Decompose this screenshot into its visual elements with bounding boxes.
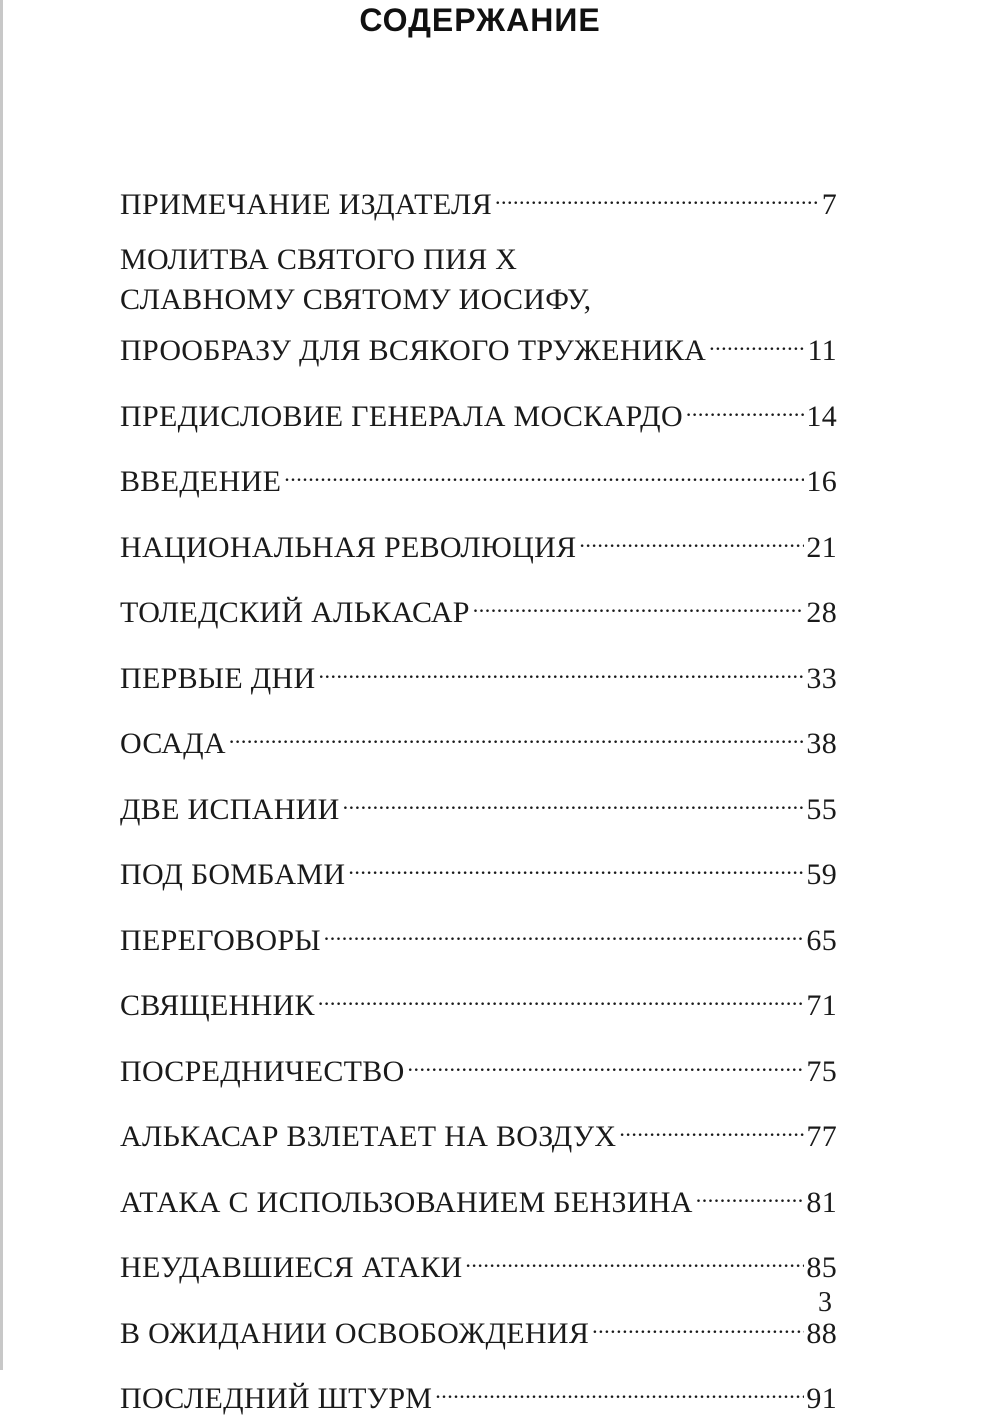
toc-entry-page: 81 [806, 1185, 837, 1219]
dot-leader [495, 174, 820, 214]
toc-entry-page: 91 [806, 1382, 837, 1415]
dot-leader [343, 779, 805, 819]
dot-leader [686, 386, 804, 426]
dot-leader [435, 1368, 804, 1408]
toc-entry [120, 1237, 837, 1288]
toc-entry-title: ПРИМЕЧАНИЕ ИЗДАТЕЛЯ [120, 188, 492, 221]
page-number: 3 [818, 1287, 832, 1318]
toc-entry-title: ПЕРЕГОВОРЫ [120, 923, 321, 957]
toc-entry [120, 1368, 837, 1419]
toc-entry [120, 648, 837, 699]
toc-entry-page: 16 [806, 465, 837, 498]
toc-entry-title: ТОЛЕДСКИЙ АЛЬКАСАР [120, 596, 470, 629]
toc-entry [120, 386, 837, 437]
toc-entry-title: АТАКА С ИСПОЛЬЗОВАНИЕМ БЕНЗИНА [120, 1185, 693, 1219]
toc-entry-title: ПОСРЕДНИЧЕСТВО [120, 1054, 405, 1088]
dot-leader [318, 975, 805, 1015]
toc-entry-title: ПОД БОМБАМИ [120, 858, 346, 891]
toc-entry [120, 582, 837, 633]
dot-leader [318, 648, 804, 688]
toc-entry-title: ОСАДА [120, 727, 226, 760]
toc-entry-title: ВВЕДЕНИЕ [120, 465, 282, 498]
dot-leader [592, 1303, 804, 1343]
toc-entry-page: 55 [806, 792, 837, 826]
toc-entry-title: СВЯЩЕННИК [120, 989, 315, 1022]
dot-leader [465, 1237, 804, 1277]
toc-entry-title: НАЦИОНАЛЬНАЯ РЕВОЛЮЦИЯ [120, 530, 577, 564]
dot-leader [473, 582, 805, 622]
dot-leader [408, 1041, 805, 1081]
toc-entry-page: 85 [806, 1251, 837, 1284]
toc-entry [120, 1041, 837, 1092]
toc-entry-title: ПЕРВЫЕ ДНИ [120, 661, 316, 695]
dot-leader [696, 1172, 805, 1212]
toc-entry-page: 21 [806, 530, 837, 564]
toc-entry-page: 75 [806, 1054, 837, 1088]
toc-entry [120, 174, 837, 225]
toc-entry-page: 88 [806, 1316, 837, 1350]
toc-entry [120, 240, 837, 371]
toc-entry-page: 38 [806, 727, 837, 760]
dot-leader [229, 713, 805, 753]
dot-leader [348, 844, 804, 884]
toc-entry-page: 7 [821, 188, 837, 221]
toc-entry-page: 14 [806, 399, 837, 433]
toc-entry-title: ПРООБРАЗУ ДЛЯ ВСЯКОГО ТРУЖЕНИКА [120, 333, 707, 367]
toc-entry-title: ПРЕДИСЛОВИЕ ГЕНЕРАЛА МОСКАРДО [120, 399, 683, 433]
toc-entry [120, 713, 837, 764]
toc-entry-title-line: МОЛИТВА СВЯТОГО ПИЯ Х [120, 242, 518, 276]
toc-entry-title: ДВЕ ИСПАНИИ [120, 792, 340, 826]
toc-entry-page: 59 [806, 858, 837, 891]
page-title: СОДЕРЖАНИЕ [359, 2, 601, 38]
dot-leader [579, 517, 804, 557]
toc-entry [120, 910, 837, 961]
toc-entry-page: 65 [806, 923, 837, 957]
toc-entry [120, 451, 837, 502]
toc-entry [120, 779, 837, 830]
table-of-contents [120, 174, 837, 1419]
toc-entry [120, 1303, 837, 1354]
toc-entry-page: 71 [806, 989, 837, 1022]
toc-entry-title: ПОСЛЕДНИЙ ШТУРМ [120, 1382, 433, 1415]
toc-entry-title: АЛЬКАСАР ВЗЛЕТАЕТ НА ВОЗДУХ [120, 1120, 617, 1153]
toc-entry-title: В ОЖИДАНИИ ОСВОБОЖДЕНИЯ [120, 1316, 590, 1350]
toc-entry [120, 517, 837, 568]
toc-entry [120, 844, 837, 895]
dot-leader [619, 1106, 804, 1146]
dot-leader [284, 451, 804, 491]
toc-entry [120, 1106, 837, 1157]
toc-entry-title-line: СЛАВНОМУ СВЯТОМУ ИОСИФУ, [120, 282, 592, 316]
toc-entry-page: 11 [807, 333, 837, 367]
toc-entry [120, 975, 837, 1026]
dot-leader [324, 910, 805, 950]
page-edge [0, 0, 3, 1370]
toc-entry-page: 77 [806, 1120, 837, 1153]
toc-entry [120, 1172, 837, 1223]
toc-entry-page: 28 [806, 596, 837, 629]
toc-entry-page: 33 [806, 661, 837, 695]
toc-entry-title: НЕУДАВШИЕСЯ АТАКИ [120, 1251, 463, 1284]
dot-leader [709, 320, 805, 360]
